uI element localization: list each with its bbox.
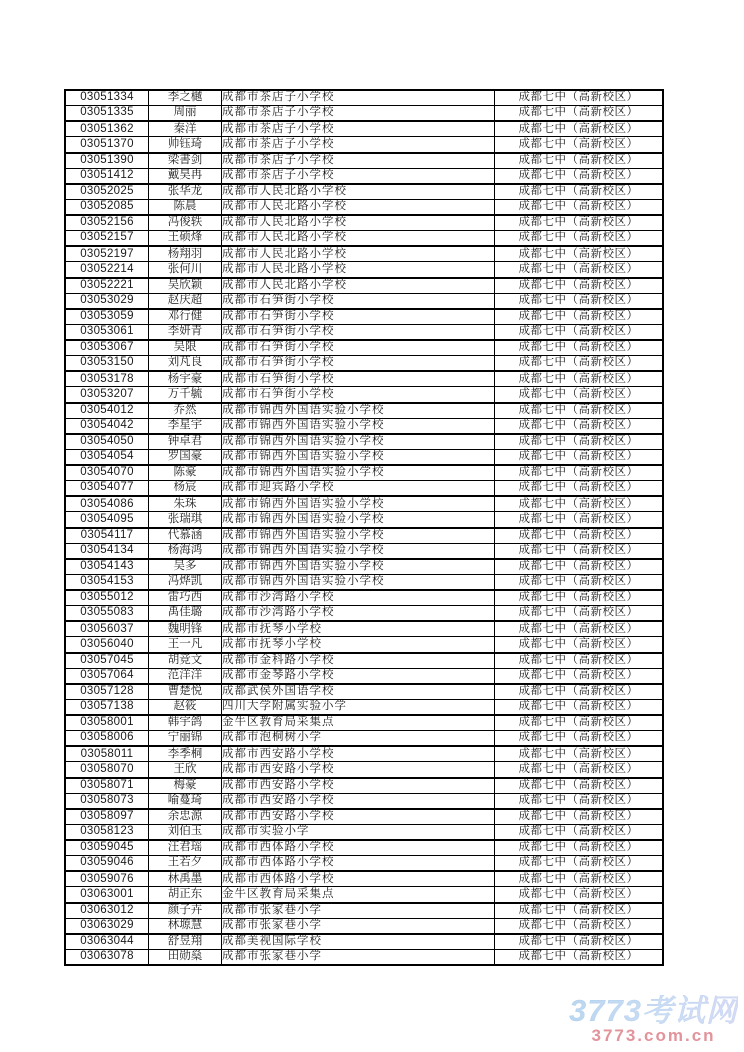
student-name-cell: 王若夕 [149,856,222,872]
school-cell: 成都市茶店子小学校 [222,137,495,153]
table-row [65,856,663,872]
table-row [65,418,663,434]
destination-cell: 成都七中（高新校区） [495,637,664,653]
destination-cell: 成都七中（高新校区） [495,184,664,200]
table-row [65,106,663,122]
destination-cell: 成都七中（高新校区） [495,387,664,403]
table-row [65,512,663,528]
student-id-cell: 03053059 [65,309,149,325]
student-name-cell: 邓行健 [149,309,222,325]
table-row [65,434,663,450]
school-cell: 成都市西体路小学校 [222,856,495,872]
student-id-cell: 03057128 [65,684,149,700]
table-row [65,449,663,465]
table-body [65,90,663,965]
destination-cell: 成都七中（高新校区） [495,449,664,465]
student-id-cell: 03054095 [65,512,149,528]
school-cell: 成都美视国际学校 [222,934,495,950]
school-cell: 成都市石笋街小学校 [222,293,495,309]
student-id-cell: 03051335 [65,106,149,122]
student-id-cell: 03058073 [65,793,149,809]
student-id-cell: 03052157 [65,231,149,247]
school-cell: 成都市茶店子小学校 [222,106,495,122]
student-id-cell: 03054134 [65,543,149,559]
student-id-cell: 03056037 [65,621,149,637]
school-cell: 成都市锦西外国语实验小学校 [222,512,495,528]
student-name-cell: 王一凡 [149,637,222,653]
student-id-cell: 03052156 [65,215,149,231]
student-name-cell: 魏明锋 [149,621,222,637]
student-id-cell: 03059076 [65,871,149,887]
student-id-cell: 03057045 [65,653,149,669]
destination-cell: 成都七中（高新校区） [495,621,664,637]
student-id-cell: 03058006 [65,731,149,747]
student-id-cell: 03051412 [65,168,149,184]
school-cell: 成都武侯外国语学校 [222,684,495,700]
school-cell: 金牛区教育局采集点 [222,715,495,731]
student-name-cell: 冯烨凯 [149,574,222,590]
destination-cell: 成都七中（高新校区） [495,403,664,419]
student-name-cell: 钟卓君 [149,434,222,450]
student-id-cell: 03058001 [65,715,149,731]
school-cell: 成都市石笋街小学校 [222,356,495,372]
student-name-cell: 王硕烽 [149,231,222,247]
school-cell: 成都市石笋街小学校 [222,309,495,325]
destination-cell: 成都七中（高新校区） [495,590,664,606]
student-id-cell: 03053150 [65,356,149,372]
destination-cell: 成都七中（高新校区） [495,762,664,778]
student-name-cell: 帅钰琦 [149,137,222,153]
destination-cell: 成都七中（高新校区） [495,153,664,169]
school-cell: 成都市张家巷小学 [222,949,495,965]
destination-cell: 成都七中（高新校区） [495,778,664,794]
student-id-cell: 03054012 [65,403,149,419]
student-id-cell: 03051370 [65,137,149,153]
student-id-cell: 03063044 [65,934,149,950]
destination-cell: 成都七中（高新校区） [495,215,664,231]
table-row [65,293,663,309]
student-id-cell: 03053029 [65,293,149,309]
student-id-cell: 03054070 [65,465,149,481]
student-name-cell: 喻蔓琦 [149,793,222,809]
school-cell: 成都市西安路小学校 [222,809,495,825]
destination-cell: 成都七中（高新校区） [495,262,664,278]
student-name-cell: 冯俊轶 [149,215,222,231]
student-id-cell: 03054086 [65,496,149,512]
destination-cell: 成都七中（高新校区） [495,496,664,512]
destination-cell: 成都七中（高新校区） [495,668,664,684]
table-row [65,590,663,606]
table-row [65,684,663,700]
school-cell: 成都市锦西外国语实验小学校 [222,528,495,544]
table-row [65,637,663,653]
student-name-cell: 禹佳璐 [149,606,222,622]
student-name-cell: 李妍青 [149,324,222,340]
school-cell: 成都市西安路小学校 [222,762,495,778]
student-name-cell: 李星宇 [149,418,222,434]
school-cell: 成都市抚琴小学校 [222,621,495,637]
table-row [65,559,663,575]
school-cell: 成都市锦西外国语实验小学校 [222,465,495,481]
student-name-cell: 吴多 [149,559,222,575]
student-id-cell: 03058011 [65,746,149,762]
student-id-cell: 03063029 [65,918,149,934]
student-id-cell: 03063001 [65,887,149,903]
table-row [65,403,663,419]
destination-cell: 成都七中（高新校区） [495,293,664,309]
student-name-cell: 杨宸 [149,481,222,497]
school-cell: 成都市人民北路小学校 [222,262,495,278]
student-name-cell: 李季桐 [149,746,222,762]
school-cell: 成都市沙湾路小学校 [222,590,495,606]
destination-cell: 成都七中（高新校区） [495,90,664,106]
destination-cell: 成都七中（高新校区） [495,574,664,590]
school-cell: 成都市锦西外国语实验小学校 [222,496,495,512]
table-row [65,715,663,731]
table-row [65,793,663,809]
student-name-cell: 陈豪 [149,465,222,481]
student-name-cell: 赵庆超 [149,293,222,309]
school-cell: 成都市锦西外国语实验小学校 [222,434,495,450]
student-id-cell: 03053061 [65,324,149,340]
table-row [65,199,663,215]
destination-cell: 成都七中（高新校区） [495,903,664,919]
student-id-cell: 03058123 [65,824,149,840]
student-name-cell: 吴限 [149,340,222,356]
table-row [65,137,663,153]
table-row [65,528,663,544]
student-name-cell: 刘芃良 [149,356,222,372]
watermark [569,992,738,1046]
student-name-cell: 舒昱翔 [149,934,222,950]
student-id-cell: 03063078 [65,949,149,965]
student-name-cell: 万千毓 [149,387,222,403]
student-name-cell: 杨宇豪 [149,371,222,387]
student-name-cell: 代慕涵 [149,528,222,544]
school-cell: 成都市石笋街小学校 [222,371,495,387]
school-cell: 金牛区教育局采集点 [222,887,495,903]
destination-cell: 成都七中（高新校区） [495,199,664,215]
student-name-cell: 张瑞琪 [149,512,222,528]
student-name-cell: 林塬慧 [149,918,222,934]
table-row [65,871,663,887]
table-row [65,324,663,340]
school-cell: 成都市西安路小学校 [222,778,495,794]
table-row [65,90,663,106]
student-name-cell: 陈晨 [149,199,222,215]
table-row [65,278,663,294]
school-cell: 成都市茶店子小学校 [222,168,495,184]
student-id-cell: 03052221 [65,278,149,294]
student-name-cell: 胡正东 [149,887,222,903]
destination-cell: 成都七中（高新校区） [495,699,664,715]
school-cell: 成都市泡桐树小学 [222,731,495,747]
student-name-cell: 吴欣颖 [149,278,222,294]
school-cell: 成都市锦西外国语实验小学校 [222,574,495,590]
student-name-cell: 杨海鸿 [149,543,222,559]
student-id-cell: 03059046 [65,856,149,872]
table-row [65,606,663,622]
school-cell: 成都市人民北路小学校 [222,184,495,200]
table-row [65,778,663,794]
student-id-cell: 03058070 [65,762,149,778]
student-name-cell: 戴昊冉 [149,168,222,184]
destination-cell: 成都七中（高新校区） [495,246,664,262]
table-row [65,356,663,372]
destination-cell: 成都七中（高新校区） [495,121,664,137]
table-row [65,121,663,137]
table-row [65,949,663,965]
student-name-cell: 秦洋 [149,121,222,137]
destination-cell: 成都七中（高新校区） [495,434,664,450]
school-cell: 成都市金琴路小学校 [222,668,495,684]
destination-cell: 成都七中（高新校区） [495,934,664,950]
school-cell: 成都市西安路小学校 [222,793,495,809]
table-row [65,621,663,637]
watermark-site-name: 3773考试网 [569,992,738,1028]
student-name-cell: 杨翔羽 [149,246,222,262]
school-cell: 成都市人民北路小学校 [222,278,495,294]
student-name-cell: 王欣 [149,762,222,778]
destination-cell: 成都七中（高新校区） [495,824,664,840]
destination-cell: 成都七中（高新校区） [495,481,664,497]
student-name-cell: 汪君瑶 [149,840,222,856]
student-name-cell: 赵筱 [149,699,222,715]
destination-cell: 成都七中（高新校区） [495,168,664,184]
student-id-cell: 03056040 [65,637,149,653]
destination-cell: 成都七中（高新校区） [495,356,664,372]
destination-cell: 成都七中（高新校区） [495,653,664,669]
destination-cell: 成都七中（高新校区） [495,715,664,731]
student-name-cell: 曹楚悦 [149,684,222,700]
student-name-cell: 胡竞文 [149,653,222,669]
student-name-cell: 雷巧西 [149,590,222,606]
student-name-cell: 田勋燊 [149,949,222,965]
school-cell: 成都市锦西外国语实验小学校 [222,559,495,575]
school-cell: 成都市西体路小学校 [222,871,495,887]
school-cell: 成都市沙湾路小学校 [222,606,495,622]
school-cell: 成都市茶店子小学校 [222,90,495,106]
destination-cell: 成都七中（高新校区） [495,684,664,700]
student-name-cell: 周丽 [149,106,222,122]
destination-cell: 成都七中（高新校区） [495,559,664,575]
table-row [65,340,663,356]
student-id-cell: 03058097 [65,809,149,825]
table-row [65,653,663,669]
student-id-cell: 03053207 [65,387,149,403]
student-id-cell: 03054077 [65,481,149,497]
student-id-cell: 03063012 [65,903,149,919]
table-row [65,918,663,934]
student-id-cell: 03054050 [65,434,149,450]
student-id-cell: 03054042 [65,418,149,434]
student-id-cell: 03058071 [65,778,149,794]
student-id-cell: 03051362 [65,121,149,137]
table-row [65,387,663,403]
student-id-cell: 03055083 [65,606,149,622]
table-row [65,543,663,559]
destination-cell: 成都七中（高新校区） [495,309,664,325]
table-row [65,762,663,778]
destination-cell: 成都七中（高新校区） [495,340,664,356]
school-cell: 成都市人民北路小学校 [222,246,495,262]
school-cell: 成都市西体路小学校 [222,840,495,856]
school-cell: 成都市人民北路小学校 [222,215,495,231]
table-row [65,809,663,825]
destination-cell: 成都七中（高新校区） [495,746,664,762]
student-id-cell: 03054143 [65,559,149,575]
school-cell: 成都市锦西外国语实验小学校 [222,543,495,559]
school-cell: 成都市石笋街小学校 [222,340,495,356]
admission-roster-table [64,89,664,966]
destination-cell: 成都七中（高新校区） [495,731,664,747]
school-cell: 成都市石笋街小学校 [222,387,495,403]
table-row [65,184,663,200]
school-cell: 成都市抚琴小学校 [222,637,495,653]
destination-cell: 成都七中（高新校区） [495,918,664,934]
student-name-cell: 范洋洋 [149,668,222,684]
school-cell: 成都市锦西外国语实验小学校 [222,449,495,465]
destination-cell: 成都七中（高新校区） [495,856,664,872]
student-id-cell: 03052085 [65,199,149,215]
table-row [65,481,663,497]
school-cell: 成都市锦西外国语实验小学校 [222,418,495,434]
school-cell: 成都市张家巷小学 [222,903,495,919]
table-row [65,231,663,247]
destination-cell: 成都七中（高新校区） [495,231,664,247]
student-name-cell: 梁書剑 [149,153,222,169]
table-row [65,824,663,840]
school-cell: 成都市金科路小学校 [222,653,495,669]
destination-cell: 成都七中（高新校区） [495,528,664,544]
table-row [65,465,663,481]
student-id-cell: 03059045 [65,840,149,856]
destination-cell: 成都七中（高新校区） [495,543,664,559]
table-row [65,371,663,387]
student-id-cell: 03053178 [65,371,149,387]
school-cell: 四川大学附属实验小学 [222,699,495,715]
student-name-cell: 梅豪 [149,778,222,794]
watermark-site-domain: 3773.com.cn [591,1025,716,1045]
student-id-cell: 03051390 [65,153,149,169]
destination-cell: 成都七中（高新校区） [495,418,664,434]
table-row [65,668,663,684]
school-cell: 成都市张家巷小学 [222,918,495,934]
school-cell: 成都市茶店子小学校 [222,121,495,137]
table-row [65,903,663,919]
table-row [65,153,663,169]
table-row [65,731,663,747]
table-row [65,496,663,512]
destination-cell: 成都七中（高新校区） [495,137,664,153]
table-row [65,699,663,715]
table-row [65,262,663,278]
student-id-cell: 03054153 [65,574,149,590]
table-row [65,215,663,231]
school-cell: 成都市茶店子小学校 [222,153,495,169]
destination-cell: 成都七中（高新校区） [495,809,664,825]
student-admission-table [64,89,664,966]
student-name-cell: 乔然 [149,403,222,419]
student-id-cell: 03057064 [65,668,149,684]
destination-cell: 成都七中（高新校区） [495,371,664,387]
school-cell: 成都市石笋街小学校 [222,324,495,340]
school-cell: 成都市实验小学 [222,824,495,840]
destination-cell: 成都七中（高新校区） [495,278,664,294]
school-cell: 成都市人民北路小学校 [222,199,495,215]
student-name-cell: 张何川 [149,262,222,278]
destination-cell: 成都七中（高新校区） [495,949,664,965]
student-id-cell: 03052197 [65,246,149,262]
student-name-cell: 李之樾 [149,90,222,106]
student-name-cell: 颜子卉 [149,903,222,919]
destination-cell: 成都七中（高新校区） [495,606,664,622]
student-name-cell: 朱珠 [149,496,222,512]
table-row [65,246,663,262]
destination-cell: 成都七中（高新校区） [495,465,664,481]
table-row [65,168,663,184]
table-row [65,309,663,325]
school-cell: 成都市锦西外国语实验小学校 [222,403,495,419]
student-id-cell: 03051334 [65,90,149,106]
student-id-cell: 03053067 [65,340,149,356]
table-row [65,746,663,762]
student-id-cell: 03055012 [65,590,149,606]
student-id-cell: 03054054 [65,449,149,465]
destination-cell: 成都七中（高新校区） [495,840,664,856]
destination-cell: 成都七中（高新校区） [495,512,664,528]
student-name-cell: 张华龙 [149,184,222,200]
student-name-cell: 罗国豪 [149,449,222,465]
table-row [65,934,663,950]
table-row [65,887,663,903]
destination-cell: 成都七中（高新校区） [495,887,664,903]
student-name-cell: 余忠源 [149,809,222,825]
student-name-cell: 韩宇鸽 [149,715,222,731]
destination-cell: 成都七中（高新校区） [495,871,664,887]
destination-cell: 成都七中（高新校区） [495,106,664,122]
table-row [65,840,663,856]
school-cell: 成都市迎宾路小学校 [222,481,495,497]
school-cell: 成都市人民北路小学校 [222,231,495,247]
student-id-cell: 03052214 [65,262,149,278]
student-name-cell: 宁丽锦 [149,731,222,747]
student-name-cell: 林禹墨 [149,871,222,887]
destination-cell: 成都七中（高新校区） [495,324,664,340]
table-row [65,574,663,590]
student-id-cell: 03052025 [65,184,149,200]
student-id-cell: 03057138 [65,699,149,715]
school-cell: 成都市西安路小学校 [222,746,495,762]
destination-cell: 成都七中（高新校区） [495,793,664,809]
student-id-cell: 03054117 [65,528,149,544]
student-name-cell: 刘伯玉 [149,824,222,840]
